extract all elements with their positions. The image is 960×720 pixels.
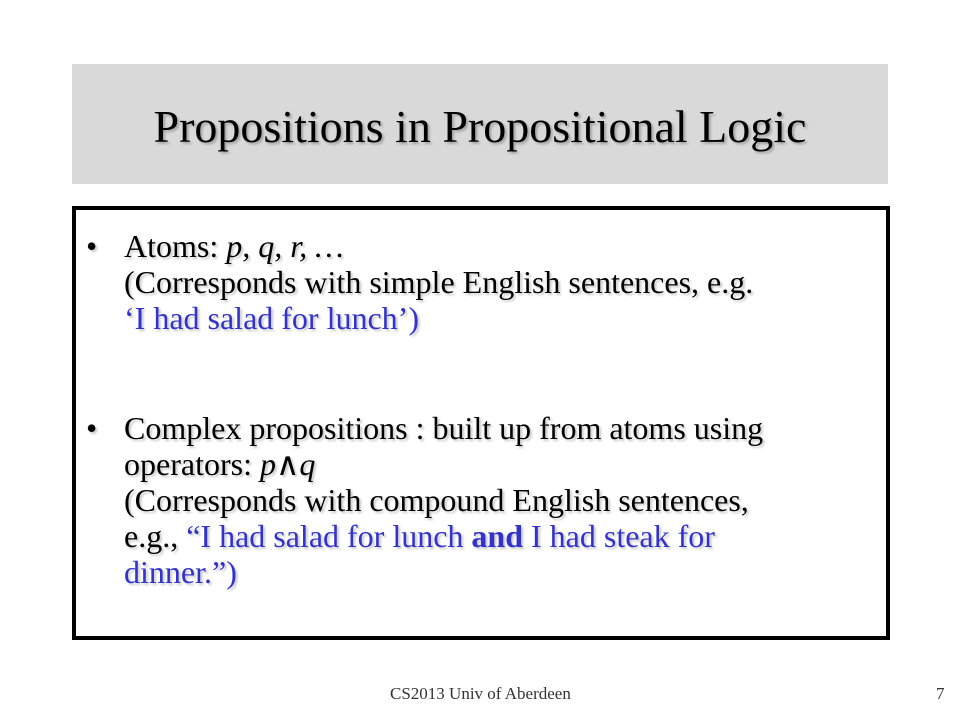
eg-label: e.g.,: [124, 518, 187, 554]
bullet-marker: •: [86, 228, 98, 264]
atoms-label: Atoms:: [124, 228, 227, 264]
complex-description: (Corresponds with compound English sentences,: [124, 482, 749, 518]
bullet-atoms: [86, 228, 866, 336]
complex-example-close: ): [226, 554, 237, 590]
page-number: 7: [936, 684, 945, 703]
complex-example-part1: “I had salad for lunch: [186, 518, 472, 554]
atoms-example-close: ): [408, 300, 419, 336]
operators-label: operators:: [124, 446, 260, 482]
content-box: [72, 206, 890, 640]
title-bar: [72, 64, 888, 184]
atoms-example: ‘I had salad for lunch’: [124, 300, 409, 336]
complex-example-and: and: [471, 518, 524, 554]
atoms-description: (Corresponds with simple English sentences, e.g.: [124, 264, 754, 300]
bullet-marker: •: [86, 410, 98, 446]
atoms-list: p, q, r, …: [226, 228, 344, 264]
complex-example-part2: I had steak for: [523, 518, 715, 554]
operator-expression: p∧q: [259, 446, 316, 482]
slide-title: Propositions in Propositional Logic: [153, 101, 807, 152]
complex-definition: Complex propositions : built up from atoms using: [124, 410, 764, 446]
footer-course: CS2013 Univ of Aberdeen: [390, 684, 571, 703]
complex-example-part3: dinner.”: [124, 554, 227, 590]
bullet-complex-propositions: [86, 410, 866, 590]
